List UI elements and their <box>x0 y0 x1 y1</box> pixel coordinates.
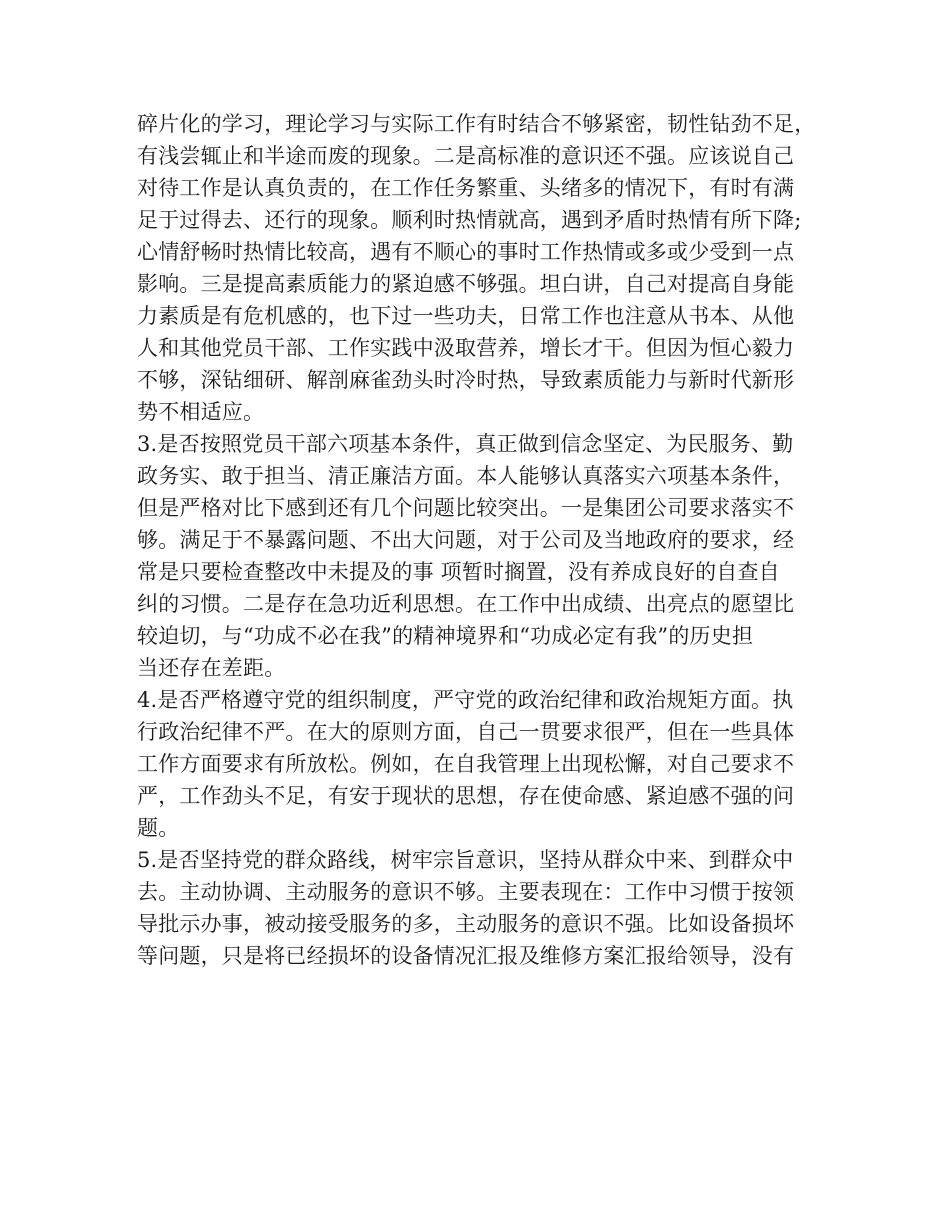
text-line: 有浅尝辄止和半途而废的现象。二是高标准的意识还不强。应该说自己 <box>137 144 795 168</box>
text-line: 够。满足于不暴露问题、不出大问题，对于公司及当地政府的要求，经 <box>137 528 795 552</box>
text-line: 政务实、敢于担当、清正廉洁方面。本人能够认真落实六项基本条件， <box>137 464 795 488</box>
text-line: 行政治纪律不严。在大的原则方面，自己一贯要求很严，但在一些具体 <box>137 720 795 744</box>
text-line: 不够，深钻细研、解剖麻雀劲头时冷时热，导致素质能力与新时代新形 <box>137 368 795 392</box>
section-3-line: 3.是否按照党员干部六项基本条件，真正做到信念坚定、为民服务、勤 <box>137 432 794 456</box>
text-line: 碎片化的学习，理论学习与实际工作有时结合不够紧密，韧性钻劲不足， <box>137 112 816 136</box>
text-line: 心情舒畅时热情比较高，遇有不顺心的事时工作热情或多或少受到一点 <box>137 240 795 264</box>
text-line: 但是严格对比下感到还有几个问题比较突出。一是集团公司要求落实不 <box>137 496 795 520</box>
text-line: 当还存在差距。 <box>137 656 286 680</box>
text-line: 影响。三是提高素质能力的紧迫感不够强。坦白讲，自己对提高自身能 <box>137 272 795 296</box>
text-line: 纠的习惯。二是存在急功近利思想。在工作中出成绩、出亮点的愿望比 <box>137 592 795 616</box>
section-5-line: 5.是否坚持党的群众路线，树牢宗旨意识，坚持从群众中来、到群众中 <box>137 848 794 872</box>
text-line: 足于过得去、还行的现象。顺利时热情就高，遇到矛盾时热情有所下降; <box>137 208 802 232</box>
text-line: 严，工作劲头不足，有安于现状的思想，存在使命感、紧迫感不强的问 <box>137 784 795 808</box>
text-line: 工作方面要求有所放松。例如，在自我管理上出现松懈，对自己要求不 <box>137 752 795 776</box>
text-line: 去。主动协调、主动服务的意识不够。主要表现在：工作中习惯于按领 <box>137 880 795 904</box>
text-line: 常是只要检查整改中未提及的事 项暂时搁置，没有养成良好的自查自 <box>137 560 780 584</box>
text-line: 对待工作是认真负责的，在工作任务繁重、头绪多的情况下，有时有满 <box>137 176 795 200</box>
text-line: 力素质是有危机感的，也下过一些功夫，日常工作也注意从书本、从他 <box>137 304 795 328</box>
text-line: 人和其他党员干部、工作实践中汲取营养，增长才干。但因为恒心毅力 <box>137 336 795 360</box>
text-line: 较迫切，与“功成不必在我”的精神境界和“功成必定有我”的历史担 <box>137 624 754 648</box>
text-line: 势不相适应。 <box>137 400 265 424</box>
text-line: 题。 <box>137 816 180 840</box>
text-line: 等问题，只是将已经损坏的设备情况汇报及维修方案汇报给领导，没有 <box>137 944 795 968</box>
text-line: 导批示办事，被动接受服务的多，主动服务的意识不强。比如设备损坏 <box>137 912 795 936</box>
document-body <box>137 108 827 972</box>
section-4-line: 4.是否严格遵守党的组织制度，严守党的政治纪律和政治规矩方面。执 <box>137 688 794 712</box>
